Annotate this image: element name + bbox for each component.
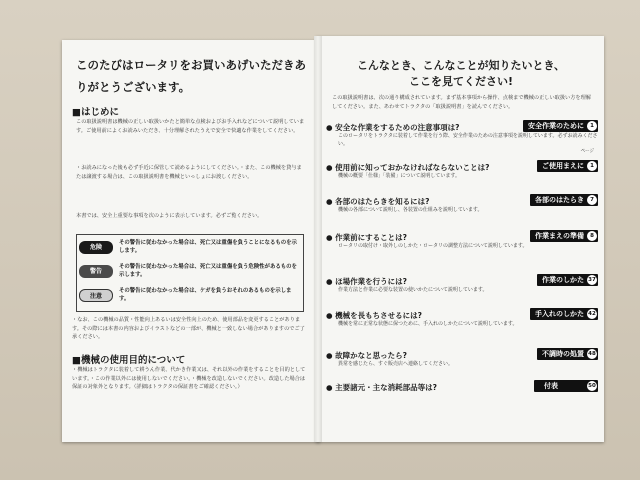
item-tab-label: 手入れのしかた [535,310,584,318]
contents-title [336,58,586,90]
warning-row-caution [79,285,301,307]
page-number-badge: 48 [588,351,596,357]
contents-intro: この取扱説明書は、次の通り構成されています。まず基本事項から操作、点検まで機械の正しい取扱い方を理解してください。また、あわせてトラクタの「取扱説明書」を読んでください。 [332,95,591,110]
warning-legend [76,234,304,312]
item-question: ● 機械を長もちさせるには? [326,311,423,320]
item-tab [537,274,598,286]
book-spine [314,36,322,442]
item-tab-label: 不調時の処置 [542,350,584,358]
item-tab [530,230,598,242]
item-description: このロータリをトラクタに装着して作業を行う際、安全作業のための注意事項を説明しています。必ずお読みください。 [338,133,598,147]
item-tab [523,120,598,132]
caution-text: その警告に従わなかった場合は、ケガを負うおそれのあるものを示します。 [119,288,292,302]
item-question: ● 使用前に知っておかなければならないことは? [326,163,490,172]
item-tab [537,348,598,360]
page-column-label: ページ [580,149,594,154]
item-tab-label: 付表 [544,382,558,390]
item-description: 機械の各部について説明し、各装置の仕組みを説明しています。 [338,207,483,213]
intro-heading: ■はじめに [72,107,119,118]
page-number-badge: 7 [587,195,597,205]
item-description: ロータリの取付け・取外しのしかた・ロータリの調整方法について説明しています。 [338,243,528,249]
page-number-badge: 50 [588,383,596,389]
item-question: ● 主要諸元・主な消耗部品等は? [326,383,438,392]
page-number-badge: 8 [587,231,597,241]
page-number-badge: 1 [587,161,597,171]
page-number-badge: 1 [587,121,597,131]
contents-item-preparation [326,232,600,272]
contents-item-operation [326,276,600,306]
item-description: 機械を常に正常な状態に保つために、手入れのしかたについて説明しています。 [338,321,518,327]
item-tab-label: 作業まえの準備 [535,232,584,240]
item-question: ● 故障かなと思ったら? [326,351,408,360]
item-description: 作業方法と作業に必要な装置の使いかたについて説明しています。 [338,287,488,293]
warning-badge: 警告 [79,265,113,278]
danger-text: その警告に従わなかった場合は、死亡又は重傷を負うことになるものを示します。 [119,240,297,254]
contents-item-before-use [326,162,600,192]
caution-badge: 注意 [79,289,113,302]
contents-item-parts [326,196,600,226]
greeting-heading: このたびはロータリをお買いあげいただきありがとうございます。 [76,58,306,94]
item-tab [534,380,598,392]
usage-heading: ■機械の使用目的について [72,355,186,366]
usage-text: ・機械はトラクタに装着して耕うん作業、代かき作業又は、それ以外の作業をすることを目的としています。・この作業以外には使用しないでください。・機械を改造しないでください。改造した場合は保証の対象外となります。（詳細はトラクタの保証書をご確認ください。） [72,367,306,391]
item-tab [530,194,598,206]
contents-title-line2: ここを見てください! [408,75,514,88]
warning-row-warning [79,261,301,283]
contents-item-appendix [326,382,600,412]
intro-paragraph: この取扱説明書は機械の正しい取扱いかたと簡単な点検およびお手入れなどについて説明しています。ご使用前によくお読みいただき、十分理解されたうえで安全で快適な作業をしてください。 [76,119,305,134]
item-question: ● 各部のはたらきを知るには? [326,197,430,206]
contents-title-line1: こんなとき、こんなことが知りたいとき、 [356,59,566,72]
item-tab [537,160,598,172]
left-page [62,40,320,442]
item-question: ● 安全な作業をするための注意事項は? [326,123,460,132]
contents-item-troubleshooting [326,350,600,380]
warning-text: その警告に従わなかった場合は、死亡又は重傷を負う危険性があるものを示します。 [119,264,297,278]
item-question: ● 作業前にすることは? [326,233,408,242]
page-number-badge: 42 [588,311,596,317]
item-question: ● ほ場作業を行うには? [326,277,408,286]
item-tab-label: 作業のしかた [542,276,584,284]
parts-change-note: ・なお、この機械の品質・性能向上あるいは安全性向上のため、使用部品を変更することがあります。その際には本書の内容およびイラストなどの一部が、機械と一致しない場合がありますのでご了承ください。 [72,317,305,341]
page-number-badge: 37 [588,277,596,283]
item-description: 機械の概要「仕様」「装備」について説明しています。 [338,173,461,179]
right-page [316,36,604,442]
item-tab [530,308,598,320]
item-description: 異常を感じたら、すぐ販売店へ連絡してください。 [338,361,454,367]
contents-item-maintenance [326,310,600,340]
danger-badge: 危険 [79,241,113,254]
contents-item-safety [326,122,600,152]
item-tab-label: 安全作業のために [528,122,584,130]
intro-notes: ・お読みになった後も必ず手近に保管して読めるようにしてください。・また、この機械を貸与または譲渡する場合は、この取扱説明書を機械といっしょにお渡しください。 [76,165,302,180]
safety-mark-note: 本書では、安全上重要な事項を次のように表示しています。必ずご覧ください。 [76,213,263,219]
warning-row-danger [79,237,301,259]
item-tab-label: 各部のはたらき [535,196,584,204]
item-tab-label: ご使用まえに [542,162,584,170]
